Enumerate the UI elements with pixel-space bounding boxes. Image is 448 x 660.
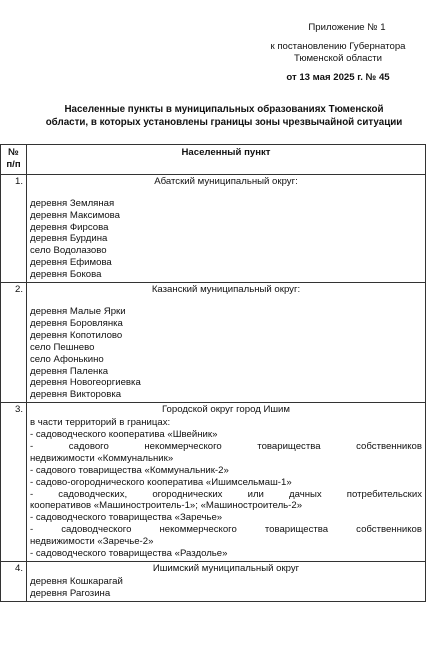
document-title-line-2: области, в которых установлены границы зоны чрезвычайной ситуации xyxy=(45,116,403,128)
appendix-region: Тюменской области xyxy=(293,53,383,65)
table-header-row xyxy=(1,145,426,175)
list-item: деревня Бурдина xyxy=(30,233,108,245)
district-name: Городской округ город Ишим xyxy=(161,404,291,416)
list-item: село Пешнево xyxy=(30,341,95,353)
row-number: 3. xyxy=(1,403,27,562)
list-item: - садоводческого некоммерческого товарищества собственников xyxy=(30,524,422,536)
list-item: кооперативов «Машиностроитель-1»; «Машиностроитель-2» xyxy=(30,500,303,512)
list-item: - садоводческого товарищества «Раздолье» xyxy=(30,548,228,560)
list-item: деревня Викторовка xyxy=(30,389,122,401)
list-item: деревня Бокова xyxy=(30,269,102,281)
table-row xyxy=(1,562,426,602)
row-number: 4. xyxy=(1,562,27,602)
row-number: 1. xyxy=(1,174,27,282)
appendix-decree-ref: к постановлению Губернатора xyxy=(270,40,406,52)
document-title-line-1: Населенные пункты в муниципальных образованиях Тюменской xyxy=(64,104,384,115)
column-header-number-line-2: п/п xyxy=(6,158,21,170)
district-name: Казанский муниципальный округ: xyxy=(151,284,301,296)
row-content xyxy=(27,562,426,602)
row-content xyxy=(27,174,426,282)
row-number: 2. xyxy=(1,283,27,403)
list-item: деревня Рагозина xyxy=(30,587,111,599)
row-content xyxy=(27,283,426,403)
list-item: деревня Максимова xyxy=(30,209,121,221)
table-row xyxy=(1,174,426,282)
list-item: - садоводческого товарищества «Заречье» xyxy=(30,512,223,524)
appendix-header xyxy=(228,22,448,84)
list-item: в части территорий в границах: xyxy=(30,417,171,429)
list-item: деревня Паленка xyxy=(30,365,109,377)
district-name: Ишимский муниципальный округ xyxy=(152,563,300,574)
list-item: деревня Фирсова xyxy=(30,221,109,233)
document-title xyxy=(0,104,448,129)
list-item: - садоводческих, огороднических или дачных потребительских xyxy=(30,488,422,500)
column-header-number-line-1: № xyxy=(8,147,19,158)
list-item: - садового товарищества «Коммунальник-2» xyxy=(30,464,229,476)
list-item: деревня Малые Ярки xyxy=(30,305,126,317)
list-item: деревня Ефимова xyxy=(30,257,112,269)
list-item: - садово-огороднического кооператива «Ишимсельмаш-1» xyxy=(30,476,292,488)
list-item: деревня Боровлянка xyxy=(30,317,123,329)
list-item: село Афонькино xyxy=(30,353,104,365)
district-name: Абатский муниципальный округ: xyxy=(154,175,298,187)
row-content xyxy=(27,403,426,562)
list-item: село Водолазово xyxy=(30,245,107,257)
table-row xyxy=(1,283,426,403)
appendix-number: Приложение № 1 xyxy=(308,22,386,33)
list-item: недвижимости «Заречье-2» xyxy=(30,536,154,548)
table-row xyxy=(1,403,426,562)
list-item: деревня Копотилово xyxy=(30,329,123,341)
column-header-number xyxy=(1,145,27,175)
list-item: - садоводческого кооператива «Швейник» xyxy=(30,429,218,441)
list-item: деревня Земляная xyxy=(30,197,115,209)
column-header-settlement: Населенный пункт xyxy=(27,145,426,175)
appendix-date: от 13 мая 2025 г. № 45 xyxy=(286,71,390,83)
settlements-table xyxy=(0,144,426,602)
list-item: - садового некоммерческого товарищества собственников xyxy=(30,440,422,452)
list-item: недвижимости «Коммунальник» xyxy=(30,452,174,464)
list-item: деревня Новогеоргиевка xyxy=(30,377,141,389)
list-item: деревня Кошкарагай xyxy=(30,575,123,587)
